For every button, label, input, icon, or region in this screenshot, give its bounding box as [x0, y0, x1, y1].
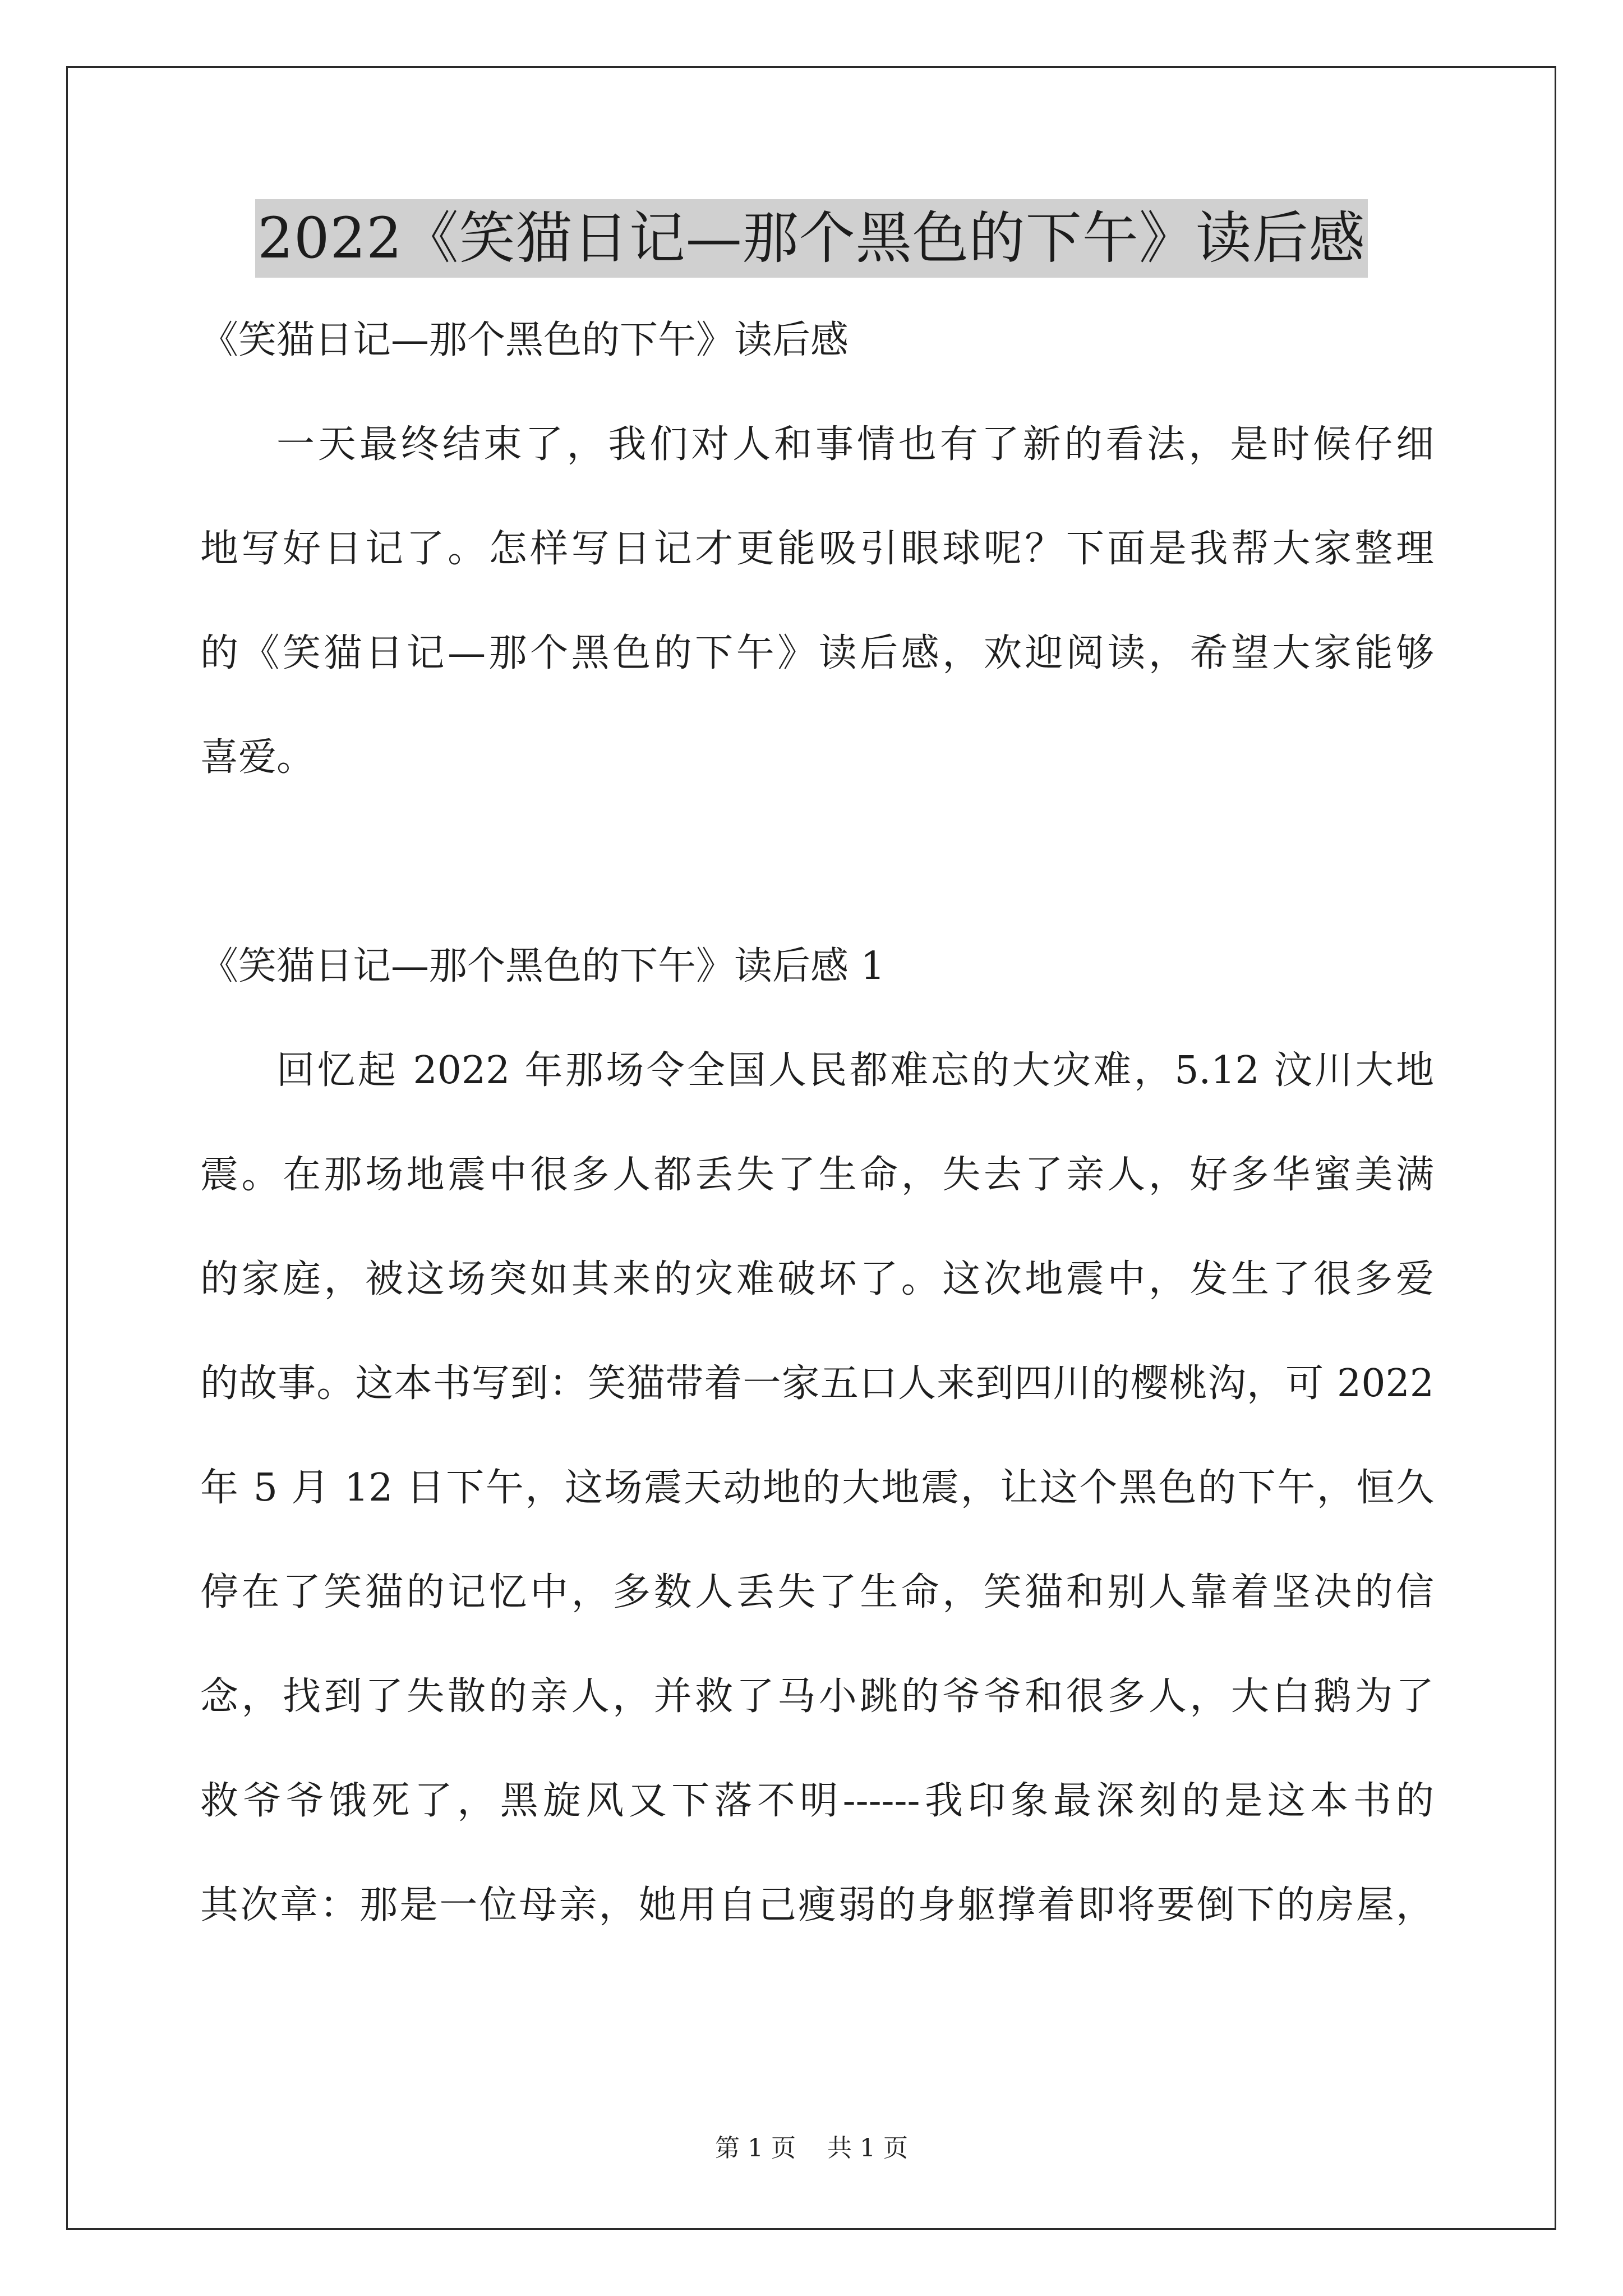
intro-line-2: 地写好日记了。怎样写日记才更能吸引眼球呢？下面是我帮大家整理 — [200, 527, 1434, 571]
body-line-2: 震。在那场地震中很多人都丢失了生命，失去了亲人，好多华蜜美满 — [200, 1153, 1434, 1197]
intro-line-1: 一天最终结束了，我们对人和事情也有了新的看法，是时候仔细 — [276, 422, 1434, 467]
page-total: 共 1 页 — [827, 2134, 908, 2162]
subtitle: 《笑猫日记—那个黑色的下午》读后感 — [200, 318, 849, 362]
body-line-4: 的故事。这本书写到：笑猫带着一家五口人来到四川的樱桃沟，可 2022 — [200, 1361, 1434, 1406]
section-spacer — [200, 836, 1434, 940]
section-heading: 《笑猫日记—那个黑色的下午》读后感 1 — [200, 944, 885, 988]
document-body — [200, 314, 1434, 1984]
page-number: 第 1 页 — [715, 2134, 796, 2162]
body-line-8: 救爷爷饿死了，黑旋风又下落不明------我印象最深刻的是这本书的 — [200, 1779, 1434, 1823]
title-container — [0, 199, 1623, 278]
body-line-3: 的家庭，被这场突如其来的灾难破坏了。这次地震中，发生了很多爱 — [200, 1257, 1434, 1301]
page-footer — [0, 2132, 1623, 2165]
document-title: 2022《笑猫日记—那个黑色的下午》读后感 — [255, 199, 1368, 278]
body-line-1: 回忆起 2022 年那场令全国人民都难忘的大灾难，5.12 汶川大地 — [276, 1048, 1434, 1093]
intro-line-4: 喜爱。 — [200, 735, 315, 780]
body-line-9: 其次章：那是一位母亲，她用自己瘦弱的身躯撑着即将要倒下的房屋， — [200, 1883, 1434, 1927]
body-line-7: 念，找到了失散的亲人，并救了马小跳的爷爷和很多人，大白鹅为了 — [200, 1674, 1434, 1719]
body-line-6: 停在了笑猫的记忆中，多数人丢失了生命，笑猫和别人靠着坚决的信 — [200, 1570, 1434, 1614]
intro-line-3: 的《笑猫日记—那个黑色的下午》读后感，欢迎阅读，希望大家能够 — [200, 631, 1434, 675]
body-line-5: 年 5 月 12 日下午，这场震天动地的大地震，让这个黑色的下午，恒久 — [200, 1466, 1434, 1510]
